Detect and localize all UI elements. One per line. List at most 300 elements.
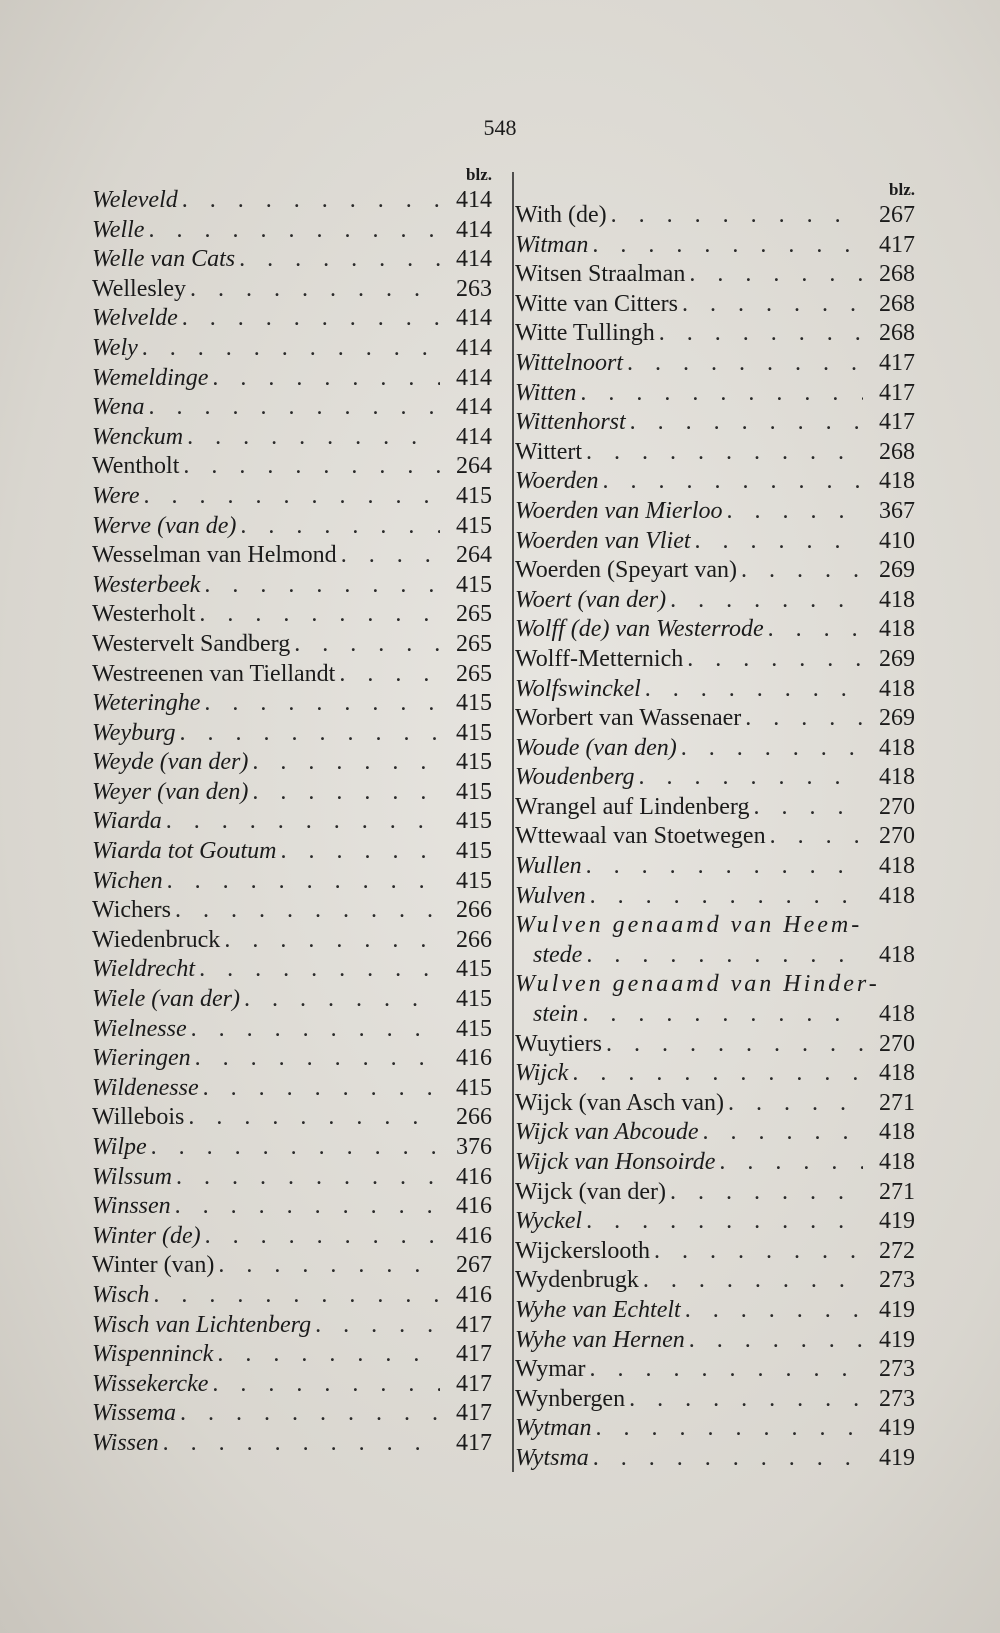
entry-page-number: 267 — [456, 1252, 492, 1279]
entry-page-number: 269 — [879, 557, 915, 584]
right-column — [515, 180, 915, 1475]
leader-dots — [182, 305, 440, 332]
entry-page-number: 417 — [879, 409, 915, 436]
entry-name: Wissema — [92, 1400, 176, 1427]
entry-page-number: 415 — [456, 719, 492, 746]
index-entry — [92, 217, 492, 247]
entry-name: Wildenesse — [92, 1074, 199, 1101]
leader-dots — [695, 528, 863, 555]
leader-dots — [754, 794, 864, 821]
entry-page-number: 273 — [879, 1267, 915, 1294]
index-entry — [92, 1104, 492, 1134]
entry-name: Wiarda tot Goutum — [92, 838, 277, 865]
entry-name: Worbert van Wassenaer — [515, 705, 742, 732]
entry-page-number: 414 — [456, 423, 492, 450]
index-entry — [92, 483, 492, 513]
entry-name: Wissekercke — [92, 1370, 209, 1397]
entry-page-number: 415 — [456, 482, 492, 509]
entry-page-number: 415 — [456, 571, 492, 598]
leader-dots — [580, 380, 863, 407]
entry-name: Weyde (van der) — [92, 749, 249, 776]
entry-page-number: 415 — [456, 838, 492, 865]
left-entry-list — [92, 187, 492, 1460]
entry-name: Wytsma — [515, 1444, 589, 1471]
index-entry — [515, 646, 915, 676]
entry-page-number: 266 — [456, 926, 492, 953]
leader-dots — [689, 261, 863, 288]
right-column-header: blz. — [889, 180, 915, 199]
entry-page-number: 415 — [456, 808, 492, 835]
entry-page-number: 419 — [879, 1296, 915, 1323]
leader-dots — [643, 1267, 863, 1294]
index-entry — [92, 335, 492, 365]
leader-dots — [685, 1297, 863, 1324]
leader-dots — [180, 720, 440, 747]
entry-name: Weteringhe — [92, 690, 201, 717]
leader-dots — [205, 1223, 440, 1250]
entry-page-number: 273 — [879, 1385, 915, 1412]
leader-dots — [153, 1282, 440, 1309]
index-entry — [515, 291, 915, 321]
entry-name: Wolff-Metternich — [515, 645, 684, 672]
entry-name: Westerbeek — [92, 571, 201, 598]
leader-dots — [645, 676, 863, 703]
leader-dots — [670, 587, 863, 614]
leader-dots — [203, 1075, 440, 1102]
entry-name: Wena — [92, 394, 145, 421]
entry-name: Wieringen — [92, 1045, 191, 1072]
leader-dots — [182, 187, 440, 214]
entry-name: Wuytiers — [515, 1030, 603, 1057]
entry-name: Witte Tullingh — [515, 320, 655, 347]
leader-dots — [188, 1104, 440, 1131]
index-entry — [515, 1356, 915, 1386]
index-entry — [92, 1252, 492, 1282]
entry-name: Were — [92, 482, 140, 509]
index-entry — [515, 971, 915, 1030]
entry-name: Wiarda — [92, 808, 162, 835]
entry-page-number: 268 — [879, 438, 915, 465]
entry-page-number: 265 — [456, 630, 492, 657]
entry-page-number: 416 — [456, 1163, 492, 1190]
index-entry — [515, 794, 915, 824]
entry-name: Woerden van Vliet — [515, 527, 691, 554]
index-entry — [515, 735, 915, 765]
entry-page-number: 417 — [456, 1311, 492, 1338]
entry-page-number: 270 — [879, 793, 915, 820]
leader-dots — [218, 1252, 440, 1279]
entry-page-number: 416 — [456, 1193, 492, 1220]
leader-dots — [745, 705, 863, 732]
leader-dots — [180, 1400, 440, 1427]
entry-page-number: 414 — [456, 187, 492, 213]
entry-page-number: 415 — [456, 986, 492, 1013]
entry-name: Wolfswinckel — [515, 675, 641, 702]
entry-name: Weyburg — [92, 719, 176, 746]
index-entry — [92, 868, 492, 898]
index-entry — [92, 986, 492, 1016]
entry-page-number: 419 — [879, 1208, 915, 1235]
entry-name: Werve (van de) — [92, 512, 237, 539]
entry-page-number: 415 — [456, 1074, 492, 1101]
index-entry — [92, 1223, 492, 1253]
leader-dots — [148, 394, 440, 421]
index-entry — [515, 498, 915, 528]
entry-name: Wulven genaamd van Heem- — [515, 912, 863, 939]
index-entry — [515, 1445, 915, 1475]
index-entry — [92, 720, 492, 750]
entry-page-number: 418 — [879, 882, 915, 909]
entry-name-continuation: stein — [533, 1001, 579, 1028]
index-entry — [92, 394, 492, 424]
index-entry — [92, 572, 492, 602]
entry-page-number: 415 — [456, 778, 492, 805]
entry-name: Woudenberg — [515, 764, 635, 791]
entry-name: Wieldrecht — [92, 956, 196, 983]
column-divider — [512, 172, 514, 1472]
leader-dots — [191, 1016, 440, 1043]
entry-name: Winter (de) — [92, 1222, 201, 1249]
index-entry — [92, 661, 492, 691]
leader-dots — [294, 631, 440, 658]
entry-page-number: 417 — [456, 1429, 492, 1456]
entry-name: Wijck van Honsoirde — [515, 1149, 716, 1175]
entry-page-number: 416 — [456, 1222, 492, 1249]
entry-page-number: 415 — [456, 512, 492, 539]
leader-dots — [682, 291, 863, 318]
entry-page-number: 269 — [879, 705, 915, 732]
leader-dots — [629, 1386, 863, 1413]
entry-page-number: 418 — [879, 764, 915, 791]
entry-name: Weyer (van den) — [92, 778, 249, 805]
entry-page-number: 263 — [456, 275, 492, 302]
entry-page-number: 273 — [879, 1356, 915, 1383]
leader-dots — [681, 735, 863, 762]
leader-dots — [659, 320, 863, 347]
index-entry — [515, 1415, 915, 1445]
index-entry — [92, 1134, 492, 1164]
entry-page-number: 265 — [456, 601, 492, 628]
entry-name: Wichers — [92, 897, 171, 924]
leader-dots — [175, 897, 440, 924]
entry-name: Woerden van Mierloo — [515, 497, 723, 524]
entry-page-number: 417 — [456, 1370, 492, 1397]
entry-page-number: 266 — [456, 1104, 492, 1131]
entry-page-number: 269 — [879, 645, 915, 672]
entry-name: Witman — [515, 231, 589, 258]
leader-dots — [727, 498, 863, 525]
entry-name: Wijck van Abcoude — [515, 1119, 699, 1146]
leader-dots — [703, 1119, 864, 1146]
leader-dots — [280, 838, 440, 865]
entry-page-number: 418 — [879, 1149, 915, 1175]
entry-name: Wijck (van der) — [515, 1178, 666, 1205]
index-entry — [92, 1341, 492, 1371]
leader-dots — [603, 468, 863, 495]
leader-dots — [151, 1134, 440, 1161]
leader-dots — [204, 572, 440, 599]
leader-dots — [195, 1045, 440, 1072]
leader-dots — [167, 868, 440, 895]
entry-name: Wyhe van Echtelt — [515, 1296, 681, 1323]
leader-dots — [163, 1430, 440, 1457]
leader-dots — [187, 424, 440, 451]
index-entry — [515, 823, 915, 853]
index-entry — [515, 528, 915, 558]
entry-name: Wesselman van Helmond — [92, 542, 337, 569]
entry-name: Willebois — [92, 1104, 185, 1131]
leader-dots — [339, 661, 440, 688]
entry-name: Wyhe van Hernen — [515, 1326, 685, 1353]
index-entry — [515, 1149, 915, 1179]
index-entry — [515, 705, 915, 735]
leader-dots — [199, 956, 440, 983]
leader-dots — [252, 749, 440, 776]
leader-dots — [176, 1164, 440, 1191]
index-entry — [92, 1045, 492, 1075]
leader-dots — [654, 1238, 863, 1265]
leader-dots — [244, 986, 440, 1013]
index-entry — [515, 1208, 915, 1238]
leader-dots — [670, 1179, 863, 1206]
index-entry — [515, 912, 915, 971]
entry-name: Wrangel auf Lindenberg — [515, 793, 750, 820]
index-entry — [515, 1297, 915, 1327]
entry-name: Wulven genaamd van Hinder- — [515, 971, 880, 998]
entry-name: Westerholt — [92, 601, 196, 628]
entry-page-number: 418 — [879, 941, 915, 968]
entry-name: Wydenbrugk — [515, 1267, 639, 1294]
entry-page-number: 417 — [879, 231, 915, 258]
index-entry — [515, 557, 915, 587]
index-entry — [92, 808, 492, 838]
index-entry — [92, 838, 492, 868]
entry-name: Witten — [515, 379, 577, 406]
leader-dots — [183, 453, 440, 480]
leader-dots — [586, 1208, 863, 1235]
entry-name: Wispenninck — [92, 1341, 214, 1368]
index-entry — [515, 380, 915, 410]
leader-dots — [341, 542, 440, 569]
entry-page-number: 270 — [879, 823, 915, 850]
entry-page-number: 417 — [879, 379, 915, 406]
index-entry — [92, 601, 492, 631]
entry-name: Wiele (van der) — [92, 986, 240, 1013]
index-entry — [515, 409, 915, 439]
leader-dots — [217, 1341, 440, 1368]
entry-name: Welle — [92, 216, 145, 243]
leader-dots — [719, 1149, 863, 1176]
entry-page-number: 415 — [456, 690, 492, 717]
entry-name: Weleveld — [92, 187, 178, 213]
leader-dots — [315, 1312, 440, 1339]
index-entry — [515, 616, 915, 646]
index-entry — [515, 1386, 915, 1416]
entry-page-number: 268 — [879, 261, 915, 288]
entry-name: Wemeldinge — [92, 364, 209, 391]
entry-name: Winter (van) — [92, 1252, 215, 1279]
entry-name: Wullen — [515, 853, 582, 880]
index-entry — [92, 897, 492, 927]
index-entry — [92, 1282, 492, 1312]
index-entry — [92, 1193, 492, 1223]
index-entry — [92, 749, 492, 779]
index-entry — [92, 1312, 492, 1342]
entry-page-number: 417 — [456, 1400, 492, 1427]
leader-dots — [166, 808, 440, 835]
leader-dots — [630, 409, 863, 436]
index-entry — [515, 350, 915, 380]
index-entry — [515, 1060, 915, 1090]
leader-dots — [175, 1193, 440, 1220]
entry-name: Westreenen van Tiellandt — [92, 660, 336, 687]
entry-name: Wttewaal van Stoetwegen — [515, 823, 766, 850]
entry-page-number: 367 — [879, 497, 915, 524]
leader-dots — [689, 1327, 863, 1354]
leader-dots — [190, 276, 440, 303]
index-entry — [515, 1031, 915, 1061]
entry-name: Woert (van der) — [515, 586, 667, 613]
entry-page-number: 418 — [879, 1001, 915, 1028]
entry-page-number: 418 — [879, 468, 915, 495]
index-entry — [92, 542, 492, 572]
entry-page-number: 415 — [456, 1015, 492, 1042]
entry-page-number: 414 — [456, 216, 492, 243]
leader-dots — [144, 483, 440, 510]
entry-page-number: 272 — [879, 1237, 915, 1264]
entry-page-number: 270 — [879, 1030, 915, 1057]
leader-dots — [239, 246, 440, 273]
index-entry — [92, 513, 492, 543]
entry-page-number: 414 — [456, 334, 492, 361]
entry-name: Woerden (Speyart van) — [515, 557, 737, 584]
entry-page-number: 264 — [456, 453, 492, 480]
entry-page-number: 416 — [456, 1045, 492, 1072]
entry-page-number: 419 — [879, 1326, 915, 1353]
entry-name: Wijckerslooth — [515, 1237, 650, 1264]
entry-name: Welle van Cats — [92, 246, 236, 273]
index-entry — [92, 1430, 492, 1460]
leader-dots — [592, 232, 863, 259]
entry-name: Wielnesse — [92, 1015, 187, 1042]
index-entry — [515, 320, 915, 350]
entry-page-number: 415 — [456, 956, 492, 983]
leader-dots — [252, 779, 440, 806]
entry-page-number: 418 — [879, 1119, 915, 1146]
entry-name: Witsen Straalman — [515, 261, 686, 288]
entry-name: Witte van Citters — [515, 290, 678, 317]
entry-page-number: 376 — [456, 1134, 492, 1160]
leader-dots — [224, 927, 440, 954]
entry-page-number: 268 — [879, 320, 915, 347]
index-entry — [92, 690, 492, 720]
entry-page-number: 268 — [879, 290, 915, 317]
leader-dots — [148, 217, 440, 244]
entry-page-number: 418 — [879, 675, 915, 702]
leader-dots — [770, 823, 863, 850]
entry-name: Wissen — [92, 1429, 159, 1456]
index-entry — [515, 764, 915, 794]
index-entry — [92, 956, 492, 986]
entry-name: Wyckel — [515, 1208, 583, 1235]
leader-dots — [590, 1356, 863, 1383]
leader-dots — [687, 646, 863, 673]
entry-page-number: 418 — [879, 1060, 915, 1087]
entry-name: Wijck — [515, 1060, 569, 1087]
entry-page-number: 264 — [456, 542, 492, 569]
entry-name-continuation: stede — [533, 941, 583, 968]
leader-dots — [741, 557, 863, 584]
leader-dots — [586, 439, 863, 466]
entry-page-number: 418 — [879, 616, 915, 643]
entry-name: Wilpe — [92, 1134, 147, 1160]
entry-page-number: 417 — [879, 349, 915, 376]
entry-name: Wellesley — [92, 275, 187, 302]
entry-name: Wolff (de) van Westerrode — [515, 616, 764, 643]
entry-name: Wittenhorst — [515, 409, 626, 436]
index-entry — [92, 1075, 492, 1105]
index-entry — [92, 424, 492, 454]
entry-page-number: 266 — [456, 897, 492, 924]
leader-dots — [586, 942, 863, 969]
entry-page-number: 414 — [456, 364, 492, 391]
index-entry — [92, 1371, 492, 1401]
entry-page-number: 415 — [456, 867, 492, 894]
entry-name: Wulven — [515, 882, 586, 909]
index-entry — [92, 276, 492, 306]
entry-page-number: 416 — [456, 1281, 492, 1308]
index-entry — [515, 439, 915, 469]
index-entry — [92, 779, 492, 809]
leader-dots — [639, 764, 863, 791]
entry-page-number: 419 — [879, 1415, 915, 1442]
left-column-header: blz. — [466, 165, 492, 184]
index-entry — [515, 1179, 915, 1209]
index-entry — [515, 883, 915, 913]
leader-dots — [204, 690, 440, 717]
leader-dots — [595, 1415, 863, 1442]
index-entry — [515, 1327, 915, 1357]
index-entry — [515, 468, 915, 498]
leader-dots — [240, 513, 440, 540]
leader-dots — [142, 335, 440, 362]
leader-dots — [728, 1090, 863, 1117]
index-entry — [515, 1119, 915, 1149]
leader-dots — [593, 1445, 863, 1472]
index-entry — [92, 631, 492, 661]
entry-page-number: 414 — [456, 246, 492, 273]
index-entry — [92, 187, 492, 217]
leader-dots — [606, 1031, 863, 1058]
index-entry — [92, 305, 492, 335]
index-entry — [515, 1238, 915, 1268]
entry-name: Woude (van den) — [515, 734, 677, 761]
entry-name: With (de) — [515, 202, 607, 228]
entry-page-number: 265 — [456, 660, 492, 687]
entry-name: Wentholt — [92, 453, 180, 480]
index-entry — [92, 365, 492, 395]
entry-name: Wynbergen — [515, 1385, 626, 1412]
index-entry — [515, 232, 915, 262]
entry-name: Winssen — [92, 1193, 171, 1220]
entry-name: Wenckum — [92, 423, 184, 450]
leader-dots — [611, 202, 863, 229]
index-entry — [515, 261, 915, 291]
entry-page-number: 419 — [879, 1444, 915, 1471]
leader-dots — [627, 350, 863, 377]
entry-name: Wytman — [515, 1415, 592, 1442]
entry-page-number: 418 — [879, 586, 915, 613]
